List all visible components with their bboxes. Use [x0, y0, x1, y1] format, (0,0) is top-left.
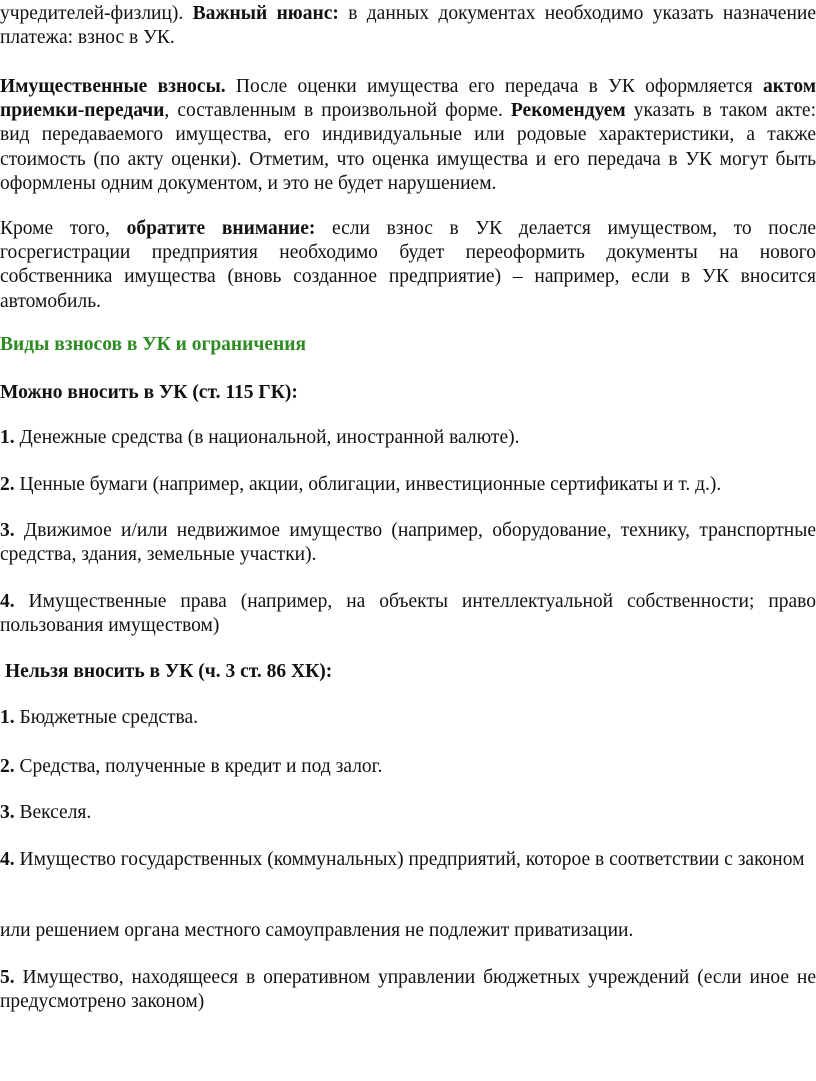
allowed-heading-text: Можно вносить в УК (ст. 115 ГК):: [0, 382, 298, 403]
forbidden-item-number: 3.: [0, 802, 15, 823]
allowed-item-number: 2.: [0, 474, 15, 495]
allowed-item-text: Движимое и/или недвижимое имущество (например, оборудование, технику, транспортные средства, здания, земельные участки).: [0, 520, 816, 566]
attention-paragraph: [0, 217, 816, 314]
forbidden-item-text: Средства, полученные в кредит и под залог.: [14, 756, 383, 777]
forbidden-item: [0, 801, 816, 825]
forbidden-item-text: или решением органа местного самоуправления не подлежит приватизации.: [0, 920, 634, 941]
forbidden-item-continuation: [0, 919, 816, 943]
forbidden-item: [0, 706, 816, 730]
allowed-item: [0, 426, 816, 450]
allowed-item-number: 1.: [0, 427, 15, 448]
allowed-item-number: 4.: [0, 591, 15, 612]
allowed-heading: [0, 381, 816, 405]
forbidden-item-text: Бюджетные средства.: [14, 707, 199, 728]
allowed-item-number: 3.: [0, 520, 15, 541]
forbidden-item-number: 5.: [0, 967, 15, 988]
intro-text-b: в данных документах необходимо указать назначение платежа: взнос в УК.: [0, 3, 816, 49]
recommend-label: Рекомендуем: [510, 100, 626, 122]
allowed-item: [0, 473, 816, 497]
forbidden-item-text: Векселя.: [14, 802, 92, 823]
forbidden-heading-text: Нельзя вносить в УК (ч. 3 ст. 86 ХК):: [5, 661, 333, 682]
forbidden-item-number: 4.: [0, 849, 15, 870]
forbidden-item-text: Имущество государственных (коммунальных) предприятий, которое в соответствии с законом: [14, 849, 805, 870]
property-text-a: После оценки имущества его передача в УК оформляется: [225, 76, 764, 97]
allowed-item-text: Денежные средства (в национальной, иностранной валюте).: [14, 427, 520, 448]
important-nuance-label: Важный нюанс:: [192, 3, 339, 24]
intro-text-a: учредителей-физлиц).: [0, 3, 193, 24]
section-heading: Виды взносов в УК и ограничения: [0, 334, 307, 355]
intro-paragraph: [0, 2, 816, 50]
attention-text-a: Кроме того,: [0, 218, 127, 239]
allowed-item-text: Имущественные права (например, на объекты интеллектуальной собственности; право пользования имуществом): [0, 591, 816, 637]
forbidden-item-text: Имущество, находящееся в оперативном управлении бюджетных учреждений (если иное не предусмотрено законом): [0, 967, 816, 1013]
forbidden-item-number: 1.: [0, 707, 15, 728]
property-text-c: указать в таком акте: вид передаваемого имущества, его индивидуальные или родовые характеристики, а также стоимость (по акту оценки). Отметим, что оценка имущества и его передача в УК могут быть оформлены одним документом, и это не будет нарушением.: [0, 100, 816, 194]
allowed-item: [0, 590, 816, 638]
allowed-item-text: Ценные бумаги (например, акции, облигации, инвестиционные сертификаты и т. д.).: [14, 474, 722, 495]
attention-label: обратите внимание:: [126, 218, 316, 239]
attention-text-b: если взнос в УК делается имуществом, то после госрегистрации предприятия необходимо будет переоформить документы на нового собственника имущества (вновь созданное предприятие) – например, если в УК вносится автомобиль.: [0, 218, 816, 312]
forbidden-heading: [0, 660, 816, 684]
forbidden-item-number: 2.: [0, 756, 15, 777]
forbidden-item: [0, 755, 816, 779]
forbidden-item: [0, 848, 816, 872]
acceptance-act-term: актом приемки-передачи: [0, 76, 816, 122]
forbidden-item: [0, 966, 816, 1014]
allowed-item: [0, 519, 816, 567]
property-contributions-title: Имущественные взносы.: [0, 76, 226, 97]
property-text-b: , составленным в произвольной форме.: [164, 100, 511, 122]
property-contributions-paragraph: [0, 75, 816, 196]
